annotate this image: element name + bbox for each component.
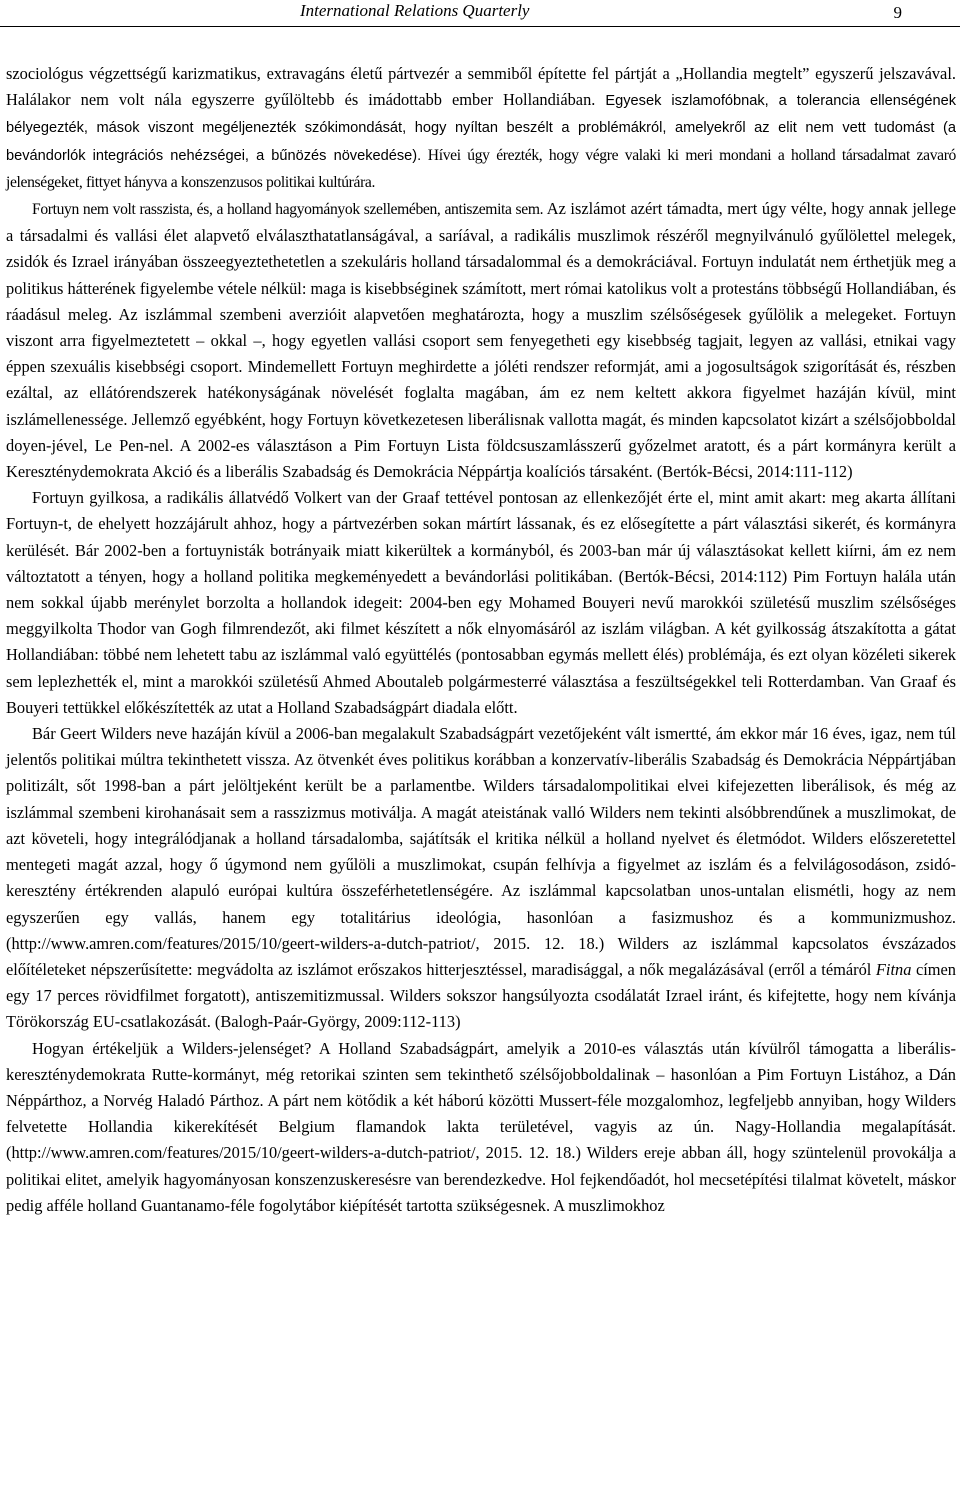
article-body — [6, 61, 956, 1219]
text-run: Egyesek iszlamofóbnak, a tolerancia ellenségének bélyegezték, mások viszont megéljenezték szókimondását, hogy nyíltan beszélt a problémákról, amelyekről az elit nem vett tudomást (a bevándorlók integrációs nehézségei, a bűnözés növekedése). — [6, 93, 956, 164]
paragraph — [6, 485, 956, 721]
text-run: Hívei úgy érezték, hogy végre valaki ki meri mondani a holland társadalmat zavaró jelenségeket, fittyet hányva a konszenzusos politikai kultúrára. — [6, 146, 956, 191]
film-title: Fitna — [875, 959, 912, 979]
page-number: 9 — [893, 3, 902, 22]
text-run: Fortuyn nem volt rasszista, és, a holland hagyományok szellemében, antiszemita sem. — [32, 201, 544, 219]
text-run: szociológus végzettségű karizmatikus, extravagáns életű pártvezér a semmiből építette fel pártját a „Hollandia megtelt” egyszerű jelszavával. Halálakor nem volt nála egyszerre gyűlöltebb és imádottabb ember Hollandiában. — [6, 64, 956, 110]
text-run: Hogyan értékeljük a Wilders-jelenséget? A Holland Szabadságpárt, amelyik a 2010-es választás után kívülről támogatta a liberális-kereszténydemokrata Rutte-kormányt, még retorikai szinten sem tekinthető szélsőjobboldalinak – hasonlóan a Pim Fortuyn Listához, a Dán Néppárthoz, a Norvég Haladó Párthoz. A párt nem kötődik a két háború közötti Mussert-féle mozgalomhoz, legfeljebb annyiban, hogy Wilders felvetette Hollandia kikerekítését Belgium flamandok lakta területével, vagyis az ún. Nagy-Hollandia megalapítását. (http://www.amren.com/features/2015/10/geert-wilders-a-dutch-patriot/, 2015. 12. 18.) Wilders ereje abban áll, hogy szüntelenül provokálja a politikai elitet, amelyik hagyományosan konszenzuskeresésre van berendezkedve. Hol fejkendőadót, hol mecsetépítési tilalmat követelt, máskor pedig afféle holland Guantanamo-féle fogolytábor kiépítését tartotta szükségesnek. A muszlimokhoz — [6, 1038, 956, 1215]
paragraph — [6, 61, 956, 196]
paragraph — [6, 1036, 956, 1219]
text-run: címen egy 17 perces rövidfilmet forgatott), antiszemitizmussal. Wilders sokszor hangsúlyozta csodálatát Izrael iránt, és kifejtette, hogy nem kívánja Törökország EU-csatlakozását. (Balogh-Paár-György, 2009:112-113) — [6, 959, 956, 1032]
paragraph — [6, 721, 956, 1035]
journal-title: International Relations Quarterly — [300, 1, 530, 20]
text-run: Az iszlámot azért támadta, mert úgy vélte, hogy annak jellege a társadalmi és vallási élet alapvető elválaszthatatlanságával, a saríával, a radikális muszlimok részéről megnyilvánuló gyűlölettel melegek, zsidók és Izrael irányában összeegyeztethetetlen a szekuláris holland társadalommal és a demokráciával. Fortuyn indulatát nem érthetjük meg a politikus hátterének figyelembe vétele nélkül: maga is kisebbséginek számított, mert római katolikus volt a protestáns többségű Hollandiában, és ráadásul meleg. Az iszlámmal szembeni averzióit alapvetően meghatározta, hogy a muszlim szélsőségesek gyűlölik a melegeket. Fortuyn viszont arra figyelmeztetett – okkal –, hogy egyetlen vallási csoport sem fenyegetheti egy kisebbség tagjait, legyen az vallási, etnikai vagy éppen szexuális kisebbségi csoport. Mindemellett Fortuyn meghirdette a jóléti rendszer reformját, ami a jogosultságok szigorítását és, részben ezáltal, az ellátórendszerek hatékonyságának növelését foglalta magában, ám ez nem keltett akkora figyelmet hazáján kívül, mint iszlámellenessége. Jellemző egyébként, hogy Fortuyn következetesen liberálisnak vallotta magát, és minden kapcsolatot kizárt a szélsőjobboldal doyen-jével, Le Pen-nel. A 2002-es választáson a Pim Fortuyn Lista földcsuszamlásszerű győzelmet aratott, és a párt kormányra került a Kereszténydemokrata Akció és a liberális Szabadság és Demokrácia Néppártja koalíciós társaként. (Bertók-Bécsi, 2014:111-112) — [6, 199, 956, 482]
paragraph — [6, 196, 956, 485]
text-run: Fortuyn gyilkosa, a radikális állatvédő Volkert van der Graaf tettével pontosan az ellenkezőjét érte el, mint amit akart: meg akarta állítani Fortuyn-t, de ehelyett hozzájárult ahhoz, hogy a pártvezérben sokan mártírt lássanak, és ez elősegítette a párt választási sikerét, és kormányra kerülését. Bár 2002-ben a fortuynisták botrányaik miatt kikerültek a kormányból, és 2003-ban már új választásokat kellett kiírni, ám ez nem változtatott a tényen, hogy a holland politika megkeményedett a bevándorlási politikában. (Bertók-Bécsi, 2014:112) Pim Fortuyn halála után nem sokkal újabb merénylet borzolta a hollandok idegeit: 2004-ben egy Mohamed Bouyeri nevű marokkói születésű muszlim szélsőséges meggyilkolta Thodor van Gogh filmrendezőt, aki filmet készített a nők elnyomásáról az iszlám világban. A két gyilkosság átszakította a gátat Hollandiában: többé nem lehetett tabu az iszlámmal való együttélés (pontosabban egymás mellett élés) problémája, és ezt olyan közéleti sikerek sem leplezhették el, mint a marokkói születésű Ahmed Aboutaleb polgármesterré választása a feszültségekkel teli Rotterdamban. Van Graaf és Bouyeri tettükkel előkészítették az utat a Holland Szabadságpárt diadala előtt. — [6, 488, 956, 717]
text-run: Bár Geert Wilders neve hazáján kívül a 2006-ban megalakult Szabadságpárt vezetőjeként vált ismertté, ám ekkor már 16 éves, igaz, nem túl jelentős politikai múltra tekinthetett vissza. Az ötvenkét éves politikus korábban a konzervatív-liberális Szabadság és Demokrácia Néppártjában politizált, sőt 1998-ban a párt jelöltjeként került be a parlamentbe. Wilders társadalompolitikai elvei kifejezetten liberálisok, és még az iszlámmal szembeni kirohanásait sem a rasszizmus motiválja. A magát ateistának valló Wilders nem tekinti alsóbbrendűnek a muszlimokat, de azt követeli, hogy integrálódjanak a holland társadalomba, sajátítsák el kritika nélkül a holland nyelvet és életmódot. Wilders előszeretettel mentegeti magát azzal, hogy ő úgymond nem gyűlöli a muszlimokat, csupán felhívja a figyelmet az iszlám és a felvilágosodáson, zsidó-keresztény értékrenden alapuló európai kultúra összeférhetetlenségére. Az iszlámmal kapcsolatban unos-untalan elismétli, hogy az nem egyszerűen egy vallás, hanem egy totalitárius ideológia, hasonlóan a fasizmushoz és a kommunizmushoz. (http://www.amren.com/features/2015/10/geert-wilders-a-dutch-patriot/, 2015. 12. 18.) Wilders az iszlámmal kapcsolatos évszázados előítéleteket népszerűsítette: megvádolta az iszlámot erőszakos hitterjesztéssel, maradisággal, a nők megalázásával (erről a témáról — [6, 724, 956, 979]
running-header — [0, 0, 960, 27]
